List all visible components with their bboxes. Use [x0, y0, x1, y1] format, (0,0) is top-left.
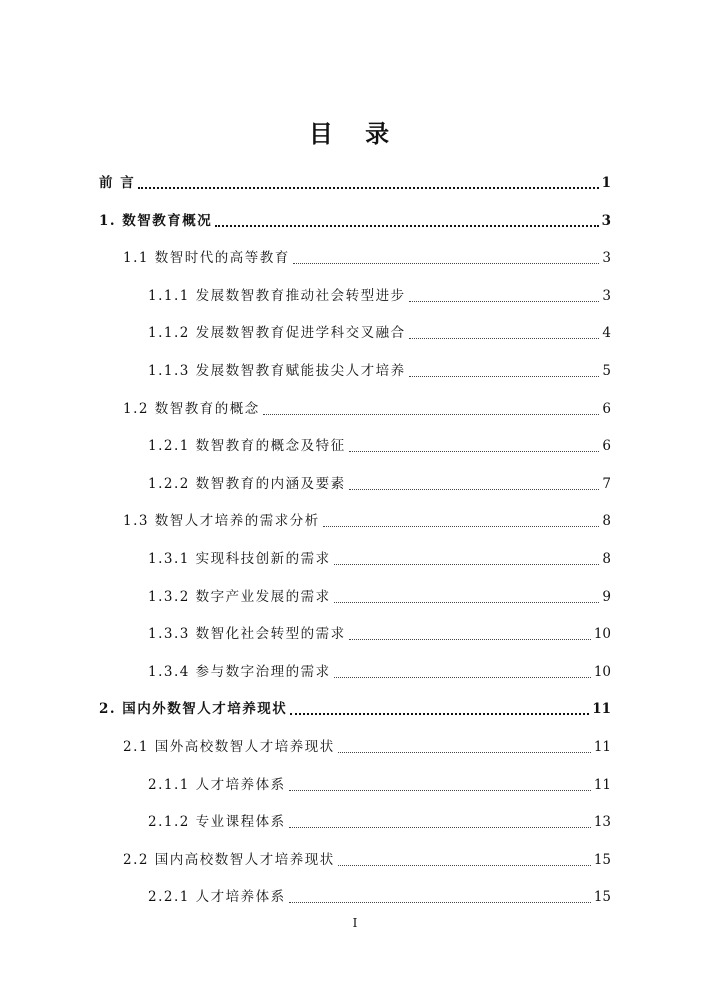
dot-leader	[334, 602, 600, 603]
dot-leader	[334, 677, 591, 678]
toc-entry-label: 1.3 数智人才培养的需求分析	[123, 513, 320, 530]
dot-leader	[323, 526, 600, 527]
toc-entry[interactable]	[123, 243, 611, 273]
toc-entry-page: 7	[602, 475, 611, 492]
toc-entry-label: 1.3.3 数智化社会转型的需求	[148, 626, 346, 643]
toc-entry-label: 1.1.2 发展数智教育促进学科交叉融合	[148, 325, 406, 342]
toc-entry-label: 2.1.1 人才培养体系	[148, 776, 286, 793]
dot-leader	[409, 301, 600, 302]
toc-entry-label: 2.1.2 专业课程体系	[148, 814, 286, 831]
toc-entry-page: 10	[593, 663, 611, 680]
toc-entry[interactable]	[148, 469, 611, 499]
toc-entry-page: 5	[602, 363, 611, 379]
dot-leader	[138, 187, 598, 189]
toc-entry-page: 15	[593, 851, 611, 868]
toc-entry-label: 1.2.2 数智教育的内涵及要素	[148, 475, 346, 492]
toc-entry-label: 1. 数智教育概况	[99, 212, 213, 229]
toc-entry[interactable]	[123, 732, 611, 762]
dot-leader	[215, 225, 598, 227]
toc-entry-page: 8	[602, 551, 611, 567]
toc-entry[interactable]	[148, 544, 611, 574]
toc-entry-label: 1.3.4 参与数字治理的需求	[148, 663, 331, 680]
toc-entry[interactable]	[123, 394, 611, 424]
toc-entry[interactable]	[148, 619, 611, 649]
toc-entry[interactable]	[123, 506, 611, 536]
toc-entry-page: 15	[593, 889, 611, 906]
dot-leader	[349, 451, 600, 452]
toc-entry-label: 1.1 数智时代的高等教育	[123, 250, 290, 267]
toc-entry-page: 9	[602, 588, 611, 605]
dot-leader	[289, 902, 591, 903]
toc-entry[interactable]	[148, 431, 611, 461]
toc-entry-label: 2.2.1 人才培养体系	[148, 889, 286, 906]
toc-entry-page: 6	[602, 400, 611, 417]
toc-entry-label: 2.2 国内高校数智人才培养现状	[123, 851, 335, 868]
dot-leader	[289, 790, 591, 791]
dot-leader	[289, 827, 591, 828]
toc-entry-page: 11	[593, 739, 611, 755]
toc-entry[interactable]	[123, 845, 611, 875]
toc-entry[interactable]	[148, 281, 611, 311]
dot-leader	[338, 865, 591, 866]
toc-entry-label: 2.1 国外高校数智人才培养现状	[123, 739, 335, 755]
toc-entry-page: 11	[592, 701, 611, 718]
toc-entry[interactable]	[148, 582, 611, 612]
toc-entry[interactable]	[148, 807, 611, 837]
page-number-footer: I	[352, 916, 358, 930]
dot-leader	[293, 263, 600, 264]
toc-entry[interactable]	[148, 882, 611, 912]
toc-entry-label: 1.3.1 实现科技创新的需求	[148, 551, 331, 567]
toc-entry-label: 1.1.1 发展数智教育推动社会转型进步	[148, 287, 406, 304]
toc-entry[interactable]	[148, 318, 611, 348]
toc-entry-label: 1.2.1 数智教育的概念及特征	[148, 438, 346, 455]
dot-leader	[349, 639, 591, 640]
toc-entry[interactable]	[99, 694, 611, 724]
toc-entry-page: 1	[601, 175, 611, 191]
dot-leader	[338, 752, 591, 753]
toc-entry[interactable]	[99, 168, 611, 198]
dot-leader	[263, 414, 600, 415]
toc-entry[interactable]	[148, 657, 611, 687]
toc-title: 目 录	[308, 119, 402, 148]
toc-entry-page: 8	[602, 513, 611, 530]
toc-entry[interactable]	[148, 770, 611, 800]
toc-entry-page: 10	[593, 626, 611, 643]
toc-entry-label: 2. 国内外数智人才培养现状	[99, 701, 288, 718]
toc-entry-label: 1.3.2 数字产业发展的需求	[148, 588, 331, 605]
dot-leader	[334, 564, 600, 565]
toc-entry-page: 11	[593, 776, 611, 793]
dot-leader	[409, 338, 600, 339]
dot-leader	[409, 376, 600, 377]
toc-entry-page: 3	[602, 250, 611, 267]
toc-entry-page: 4	[602, 325, 611, 342]
toc-entry-page: 6	[602, 438, 611, 455]
toc-entry-page: 3	[601, 212, 611, 229]
toc-entry-page: 3	[602, 287, 611, 304]
toc-entry[interactable]	[99, 206, 611, 236]
toc-entry-label: 1.2 数智教育的概念	[123, 400, 260, 417]
toc-entry[interactable]	[148, 356, 611, 386]
toc-entry-label: 前 言	[99, 175, 136, 191]
toc-entry-label: 1.1.3 发展数智教育赋能拔尖人才培养	[148, 363, 406, 379]
dot-leader	[349, 489, 600, 490]
toc-entry-page: 13	[593, 814, 611, 831]
dot-leader	[290, 713, 589, 715]
